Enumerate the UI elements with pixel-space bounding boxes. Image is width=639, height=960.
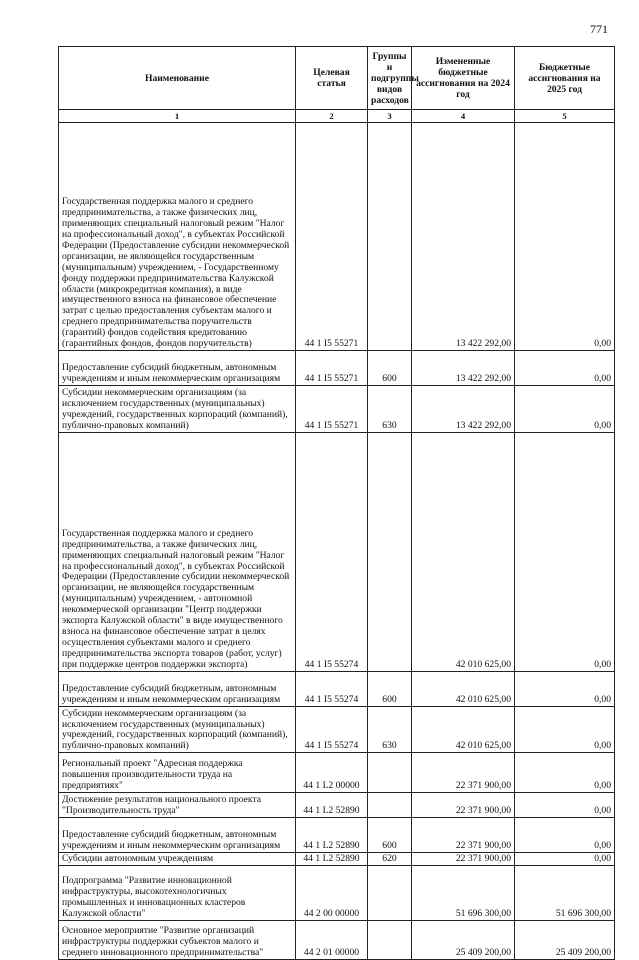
cell-amount-2024: 25 409 200,00 [412,920,515,959]
cell-expense-group [368,432,412,671]
table-row [59,671,615,706]
cell-amount-2024: 22 371 900,00 [412,817,515,852]
table-row [59,920,615,959]
cell-expense-group [368,920,412,959]
cell-expense-group: 630 [368,706,412,753]
cell-expense-group [368,123,412,351]
cell-amount-2025: 0,00 [515,351,615,386]
cell-amount-2024: 42 010 625,00 [412,671,515,706]
table-row [59,753,615,793]
table-row [59,432,615,671]
cell-expense-group [368,753,412,793]
cell-amount-2024: 22 371 900,00 [412,792,515,817]
cell-name: Основное мероприятие "Развитие организаций инфраструктуры поддержки субъектов малого и среднего инновационного предпринимательства" [59,920,296,959]
cell-expense-group [368,792,412,817]
header-expense-groups: Группы и подгруппы видов расходов [368,47,412,110]
cell-name: Субсидии автономным учреждениям [59,852,296,865]
table-row [59,817,615,852]
budget-table [58,46,615,960]
cell-amount-2025: 0,00 [515,817,615,852]
column-number: 5 [515,110,615,123]
cell-amount-2025: 0,00 [515,432,615,671]
cell-target-article: 44 2 01 00000 [296,920,368,959]
cell-amount-2025: 0,00 [515,123,615,351]
cell-name: Субсидии некоммерческим организациям (за исключением государственных (муниципальных) учреждений, государственных корпораций (компаний), публично-правовых компаний) [59,386,296,433]
cell-amount-2024: 42 010 625,00 [412,706,515,753]
cell-expense-group [368,865,412,920]
cell-target-article: 44 2 00 00000 [296,865,368,920]
cell-amount-2024: 22 371 900,00 [412,852,515,865]
cell-name: Предоставление субсидий бюджетным, автономным учреждениям и иным некоммерческим организациям [59,671,296,706]
cell-amount-2025: 51 696 300,00 [515,865,615,920]
cell-amount-2024: 13 422 292,00 [412,123,515,351]
cell-amount-2024: 13 422 292,00 [412,351,515,386]
table-row [59,351,615,386]
cell-target-article: 44 1 L2 52890 [296,852,368,865]
cell-amount-2025: 25 409 200,00 [515,920,615,959]
cell-name: Субсидии некоммерческим организациям (за исключением государственных (муниципальных) учреждений, государственных корпораций (компаний), публично-правовых компаний) [59,706,296,753]
cell-target-article: 44 1 I5 55271 [296,123,368,351]
cell-expense-group: 600 [368,817,412,852]
header-allocations-2025: Бюджетные ассигнования на 2025 год [515,47,615,110]
cell-target-article: 44 1 I5 55271 [296,351,368,386]
cell-target-article: 44 1 I5 55274 [296,671,368,706]
cell-name: Региональный проект "Адресная поддержка повышения производительности труда на предприятиях" [59,753,296,793]
table-header-row [59,47,615,110]
column-number: 3 [368,110,412,123]
cell-amount-2025: 0,00 [515,671,615,706]
column-number: 4 [412,110,515,123]
cell-amount-2025: 0,00 [515,386,615,433]
cell-amount-2024: 13 422 292,00 [412,386,515,433]
cell-amount-2025: 0,00 [515,852,615,865]
header-target-article: Целевая статья [296,47,368,110]
table-row [59,865,615,920]
table-row [59,123,615,351]
cell-target-article: 44 1 L2 52890 [296,792,368,817]
column-number: 1 [59,110,296,123]
cell-name: Государственная поддержка малого и среднего предпринимательства, а также физических лиц, применяющих специальный налоговый режим "Налог на профессиональный доход", в субъектах Российской Федерации (Предоставление субсидии некоммерческой организации, не являющейся государственным (муниципальным) учреждением, - автономной некоммерческой организации "Центр поддержки экспорта Калужской области" в виде имущественного взноса на финансовое обеспечение затрат в целях осуществления субъектами малого и среднего предпринимательства экспорта товаров (работ, услуг) при поддержке центров поддержки экспорта) [59,432,296,671]
cell-name: Достижение результатов национального проекта "Производительность труда" [59,792,296,817]
cell-amount-2025: 0,00 [515,706,615,753]
cell-amount-2025: 0,00 [515,753,615,793]
table-row [59,706,615,753]
cell-target-article: 44 1 I5 55274 [296,706,368,753]
cell-expense-group: 630 [368,386,412,433]
column-number-row [59,110,615,123]
cell-target-article: 44 1 L2 00000 [296,753,368,793]
cell-amount-2024: 51 696 300,00 [412,865,515,920]
cell-target-article: 44 1 L2 52890 [296,817,368,852]
cell-target-article: 44 1 I5 55274 [296,432,368,671]
cell-name: Государственная поддержка малого и среднего предпринимательства, а также физических лиц, применяющих специальный налоговый режим "Налог на профессиональный доход", в субъектах Российской Федерации (Предоставление субсидии некоммерческой организации, не являющейся государственным (муниципальным) учреждением, - Государственному фонду поддержки предпринимательства Калужской области (микрокредитная компания), в виде имущественного взноса на финансовое обеспечение затрат с целью предоставления субъектам малого и среднего предпринимательства поручительств (гарантий) фондов содействия кредитованию (гарантийных фондов, фондов поручительств) [59,123,296,351]
cell-expense-group: 600 [368,671,412,706]
cell-amount-2024: 42 010 625,00 [412,432,515,671]
cell-amount-2024: 22 371 900,00 [412,753,515,793]
table-row [59,852,615,865]
cell-expense-group: 620 [368,852,412,865]
cell-amount-2025: 0,00 [515,792,615,817]
page-number: 771 [590,22,608,36]
cell-target-article: 44 1 I5 55271 [296,386,368,433]
column-number: 2 [296,110,368,123]
cell-name: Предоставление субсидий бюджетным, автономным учреждениям и иным некоммерческим организациям [59,351,296,386]
header-name: Наименование [59,47,296,110]
header-changed-allocations-2024: Измененные бюджетные ассигнования на 2024 год [412,47,515,110]
cell-expense-group: 600 [368,351,412,386]
cell-name: Предоставление субсидий бюджетным, автономным учреждениям и иным некоммерческим организациям [59,817,296,852]
cell-name: Подпрограмма "Развитие инновационной инфраструктуры, высокотехнологичных промышленных и инновационных кластеров Калужской области" [59,865,296,920]
table-row [59,386,615,433]
table-row [59,792,615,817]
table-body [59,123,615,960]
